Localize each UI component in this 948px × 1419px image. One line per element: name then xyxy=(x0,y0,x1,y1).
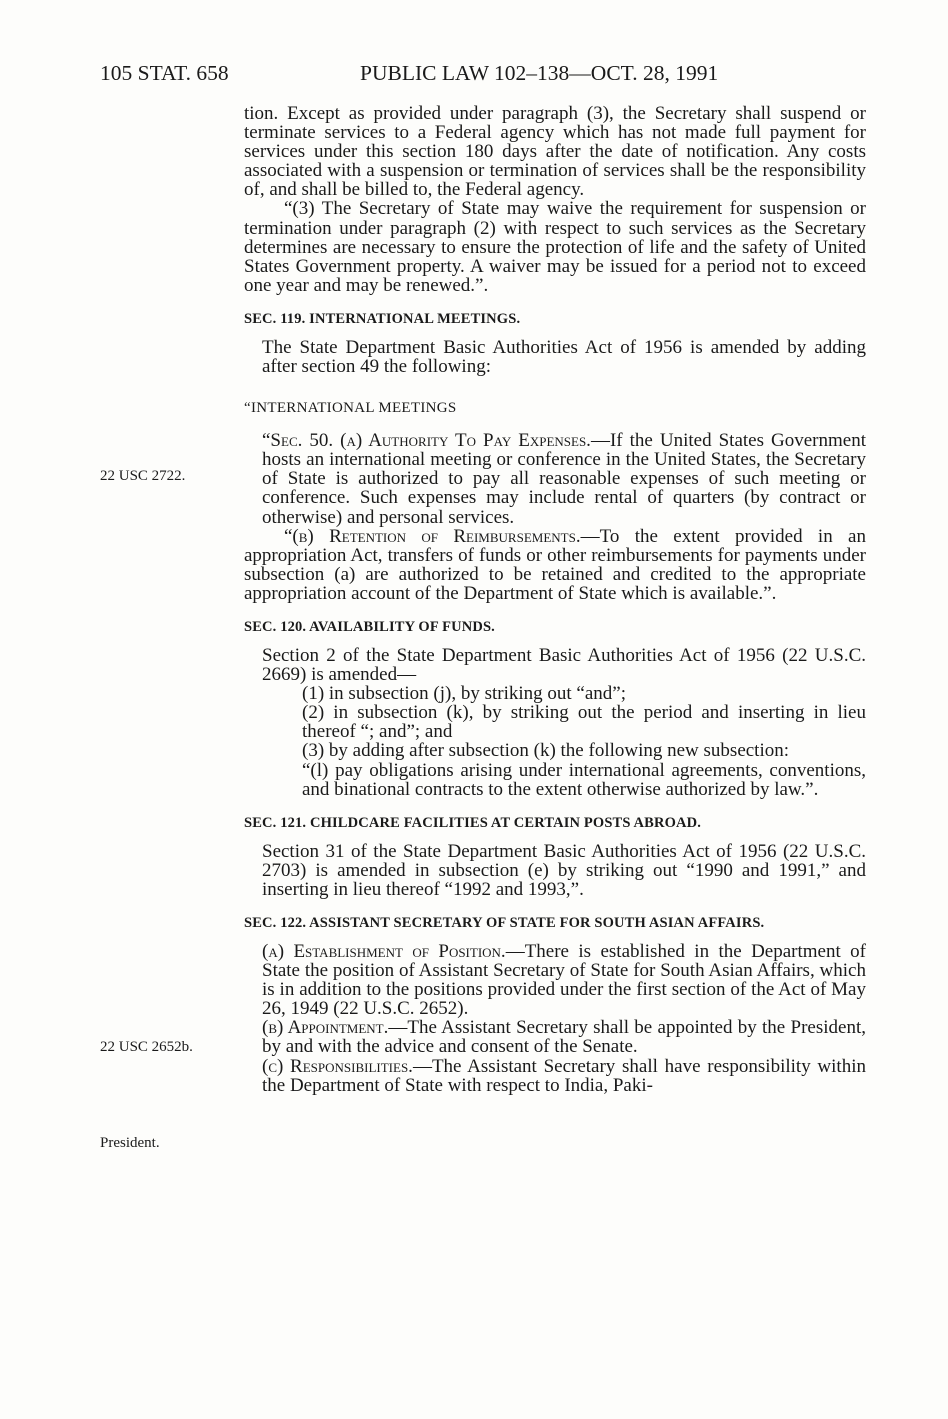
section-50-a-text: —If the United States Government hosts an international meeting or conference in the United States, the Secretary of State is authorized to pay all reasonable expenses of such meeting or conference. Such expenses may include rental of quarters (by contract or otherwise) and personal services. xyxy=(262,430,866,528)
section-121-text: Section 31 of the State Department Basic Authorities Act of 1956 (22 U.S.C. 2703) is amended in subsection (e) by striking out “1990 and 1991,” and inserting in lieu thereof “1992 and 1993,”. xyxy=(262,840,866,900)
section-120-heading: SEC. 120. AVAILABILITY OF FUNDS. xyxy=(244,618,495,635)
section-122-a-text: —There is established in the Department of State the position of Assistant Secretary of State for South Asian Affairs, which is in addition to the positions provided under the first section of the Act of May 26, 1949 (22 U.S.C. 2652). xyxy=(262,941,866,1020)
margin-note-usc-2722: 22 USC 2722. xyxy=(100,468,186,484)
section-120-text: Section 2 of the State Department Basic Authorities Act of 1956 (22 U.S.C. 2669) is amended— xyxy=(262,644,866,686)
margin-note-usc-2652b: 22 USC 2652b. xyxy=(100,1039,193,1055)
section-122-a xyxy=(244,942,866,1018)
public-law-title: PUBLIC LAW 102–138—OCT. 28, 1991 xyxy=(360,61,719,85)
section-120-item-3: (3) by adding after subsection (k) the following new subsection: xyxy=(302,740,790,762)
section-122-c-lead: (c) Responsibilities. xyxy=(262,1055,413,1077)
section-122-a-lead: (a) Establishment of Position. xyxy=(262,941,506,962)
section-121-heading: SEC. 121. CHILDCARE FACILITIES AT CERTAIN POSTS ABROAD. xyxy=(244,814,702,831)
margin-note-president: President. xyxy=(100,1135,160,1151)
paragraph-waiver: “(3) The Secretary of State may waive the requirement for suspension or termination under paragraph (2) with respect to such services as the Secretary determines are necessary to ensure the protection of life and the safety of United States Government property. A waiver may be issued for a period not to exceed one year and may be renewed.”. xyxy=(244,198,866,296)
section-119-text: The State Department Basic Authorities Act of 1956 is amended by adding after section 49 the following: xyxy=(262,336,866,378)
section-122-b xyxy=(244,1018,866,1056)
section-50-b xyxy=(244,527,866,603)
section-120-item-2: (2) in subsection (k), by striking out the period and inserting in lieu thereof “; and”; and xyxy=(302,702,866,743)
section-122-heading: SEC. 122. ASSISTANT SECRETARY OF STATE FOR SOUTH ASIAN AFFAIRS. xyxy=(244,915,765,931)
section-122-c xyxy=(244,1057,866,1095)
stat-page-number: 105 STAT. 658 xyxy=(100,61,229,85)
section-50-a-lead: “Sec. 50. (a) Authority To Pay Expenses. xyxy=(262,430,591,452)
section-50-b-text: —To the extent provided in an appropriation Act, transfers of funds or other reimbursements for payments under subsection (a) are authorized to be retained and credited to the appropriate appropriation account of the Department of State which is available.”. xyxy=(244,525,866,604)
section-120-item-1: (1) in subsection (j), by striking out “and”; xyxy=(302,683,626,705)
section-120-quote: “(l) pay obligations arising under international agreements, conventions, and binational contracts to the extent otherwise authorized by law.”. xyxy=(302,759,866,800)
section-50-a xyxy=(244,431,866,526)
section-122-c-text: —The Assistant Secretary shall have responsibility within the Department of State with respect to India, Paki- xyxy=(262,1055,866,1096)
section-119-heading: SEC. 119. INTERNATIONAL MEETINGS. xyxy=(244,310,521,327)
international-meetings-heading: “INTERNATIONAL MEETINGS xyxy=(244,400,457,417)
section-50-b-lead: “(b) Retention of Reimbursements. xyxy=(284,525,581,547)
section-122-b-text: —The Assistant Secretary shall be appointed by the President, by and with the advice and consent of the Senate. xyxy=(262,1017,866,1058)
section-122-b-lead: (b) Appointment. xyxy=(262,1017,389,1039)
paragraph-continuation: tion. Except as provided under paragraph (3), the Secretary shall suspend or terminate services to a Federal agency which has not made full payment for services under this section 180 days after the date of notification. Any costs associated with a suspension or termination of services shall be the responsibility of, and shall be billed to, the Federal agency. xyxy=(244,103,866,201)
document-body xyxy=(244,104,866,1095)
